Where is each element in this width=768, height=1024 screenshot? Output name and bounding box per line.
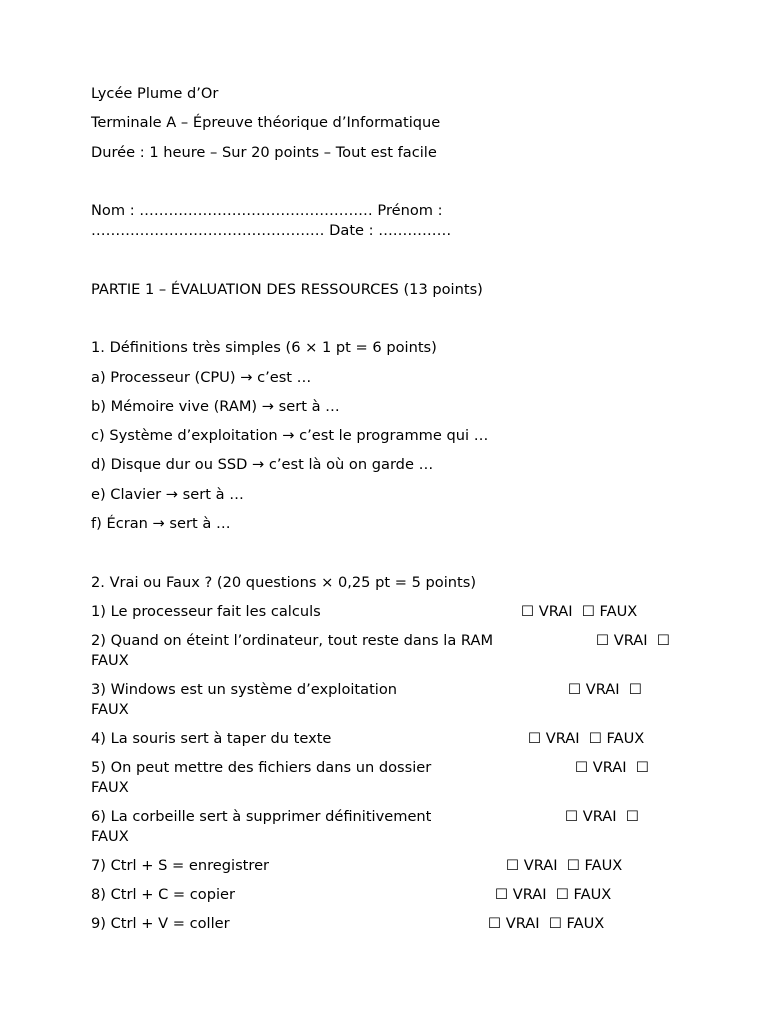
exam-duration: Durée : 1 heure – Sur 20 points – Tout est facile xyxy=(91,144,437,161)
faux-wrapped-label: FAUX xyxy=(91,652,129,669)
question-text: 5) On peut mettre des fichiers dans un dossier xyxy=(91,759,432,776)
vrai-faux-checkboxes[interactable]: ☐ VRAI ☐ xyxy=(565,808,639,825)
faux-wrapped-label: FAUX xyxy=(91,701,129,718)
vrai-faux-checkboxes[interactable]: ☐ VRAI ☐ FAUX xyxy=(488,915,605,932)
exam-title: Terminale A – Épreuve théorique d’Informatique xyxy=(91,114,441,131)
question-text: 4) La souris sert à taper du texte xyxy=(91,730,332,747)
faux-wrapped-label: FAUX xyxy=(91,779,129,796)
vrai-faux-checkboxes[interactable]: ☐ VRAI ☐ FAUX xyxy=(495,886,612,903)
document-page xyxy=(91,0,691,1024)
definition-item: f) Écran → sert à … xyxy=(91,515,231,532)
identity-line-date: ………………………………………… Date : …………… xyxy=(91,222,452,239)
definitions-title: 1. Définitions très simples (6 × 1 pt = 6 points) xyxy=(91,339,437,356)
definition-item: a) Processeur (CPU) → c’est … xyxy=(91,369,312,386)
school-name: Lycée Plume d’Or xyxy=(91,85,219,102)
faux-wrapped-label: FAUX xyxy=(91,828,129,845)
part1-title: PARTIE 1 – ÉVALUATION DES RESSOURCES (13 points) xyxy=(91,281,483,298)
vrai-faux-checkboxes[interactable]: ☐ VRAI ☐ xyxy=(575,759,649,776)
definition-item: e) Clavier → sert à … xyxy=(91,486,244,503)
question-text: 6) La corbeille sert à supprimer définitivement xyxy=(91,808,432,825)
definition-item: d) Disque dur ou SSD → c’est là où on garde … xyxy=(91,456,434,473)
vrai-faux-checkboxes[interactable]: ☐ VRAI ☐ xyxy=(596,632,670,649)
question-text: 2) Quand on éteint l’ordinateur, tout reste dans la RAM xyxy=(91,632,494,649)
question-text: 1) Le processeur fait les calculs xyxy=(91,603,321,620)
vrai-faux-checkboxes[interactable]: ☐ VRAI ☐ FAUX xyxy=(506,857,623,874)
vrai-faux-checkboxes[interactable]: ☐ VRAI ☐ FAUX xyxy=(528,730,645,747)
identity-line-name: Nom : ………………………………………… Prénom : xyxy=(91,202,443,219)
definition-item: c) Système d’exploitation → c’est le programme qui … xyxy=(91,427,489,444)
vrai-faux-checkboxes[interactable]: ☐ VRAI ☐ xyxy=(568,681,642,698)
vrai-faux-checkboxes[interactable]: ☐ VRAI ☐ FAUX xyxy=(521,603,638,620)
truefalse-title: 2. Vrai ou Faux ? (20 questions × 0,25 pt = 5 points) xyxy=(91,574,477,591)
question-text: 3) Windows est un système d’exploitation xyxy=(91,681,398,698)
question-text: 7) Ctrl + S = enregistrer xyxy=(91,857,270,874)
question-text: 9) Ctrl + V = coller xyxy=(91,915,230,932)
question-text: 8) Ctrl + C = copier xyxy=(91,886,236,903)
definition-item: b) Mémoire vive (RAM) → sert à … xyxy=(91,398,340,415)
